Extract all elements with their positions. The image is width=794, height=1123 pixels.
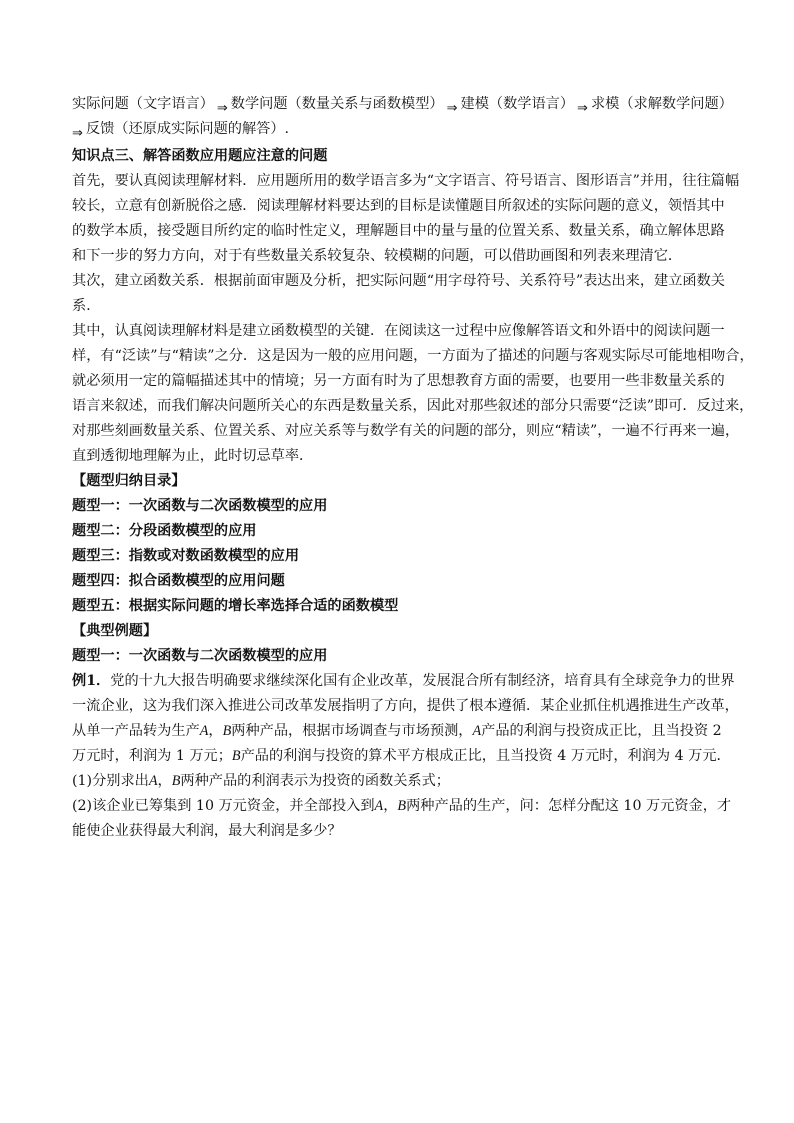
paragraph-line: 系． <box>72 298 101 314</box>
paragraph-line: 就必须用一定的篇幅描述其中的情境；另一方面有时为了思想教育方面的需要，也要用一些非数量关系的 <box>72 373 725 389</box>
examples-heading: 【典型例题】 <box>72 623 158 639</box>
implies-arrow-icon: ⇒ <box>72 126 83 141</box>
document-page <box>72 92 754 844</box>
paragraph-line: 首先，要认真阅读理解材料．应用题所用的数学语言多为“文字语言、符号语言、图形语言”并用，往往篇幅 <box>72 173 740 189</box>
question-2: (2)该企业已筹集到 10 万元资金，并全部投入到A，B两种产品的生产，问：怎样分配这 10 万元资金，才 <box>72 798 732 814</box>
flow-step-actual-problem: 实际问题（文字语言） <box>72 96 214 112</box>
question-2-continued: 能使企业获得最大利润，最大利润是多少？ <box>72 823 342 839</box>
paragraph-line: 直到透彻地理解为止，此时切忌草率． <box>72 448 314 464</box>
variable-a: A <box>374 798 384 814</box>
example-1-line: 万元时，利润为 1 万元；B产品的利润与投资的算术平方根成正比，且当投资 4 万元时，利润为 4 万元． <box>72 748 731 764</box>
paragraph-line: 的数学本质，接受题目所约定的临时性定义，理解题目中的量与量的位置关系、数量关系，确立解体思路 <box>72 223 725 239</box>
variable-a: A <box>199 723 209 739</box>
variable-b: B <box>397 798 407 814</box>
implies-arrow-icon: ⇒ <box>216 101 228 116</box>
paragraph-line: 和下一步的努力方向，对于有些数量关系较复杂、较模糊的问题，可以借助画图和列表来理清它． <box>72 248 683 264</box>
flow-step-modeling: 建模（数学语言） <box>460 96 575 112</box>
question-1: (1)分别求出A，B两种产品的利润表示为投资的函数关系式； <box>72 773 450 789</box>
example-label: 例1． <box>72 673 111 689</box>
example-1-line: 从单一产品转为生产A，B两种产品，根据市场调查与市场预测，A产品的利润与投资成正比，且当投资 2 <box>72 723 722 739</box>
paragraph-line: 较长，立意有创新脱俗之感．阅读理解材料要达到的目标是读懂题目所叙述的实际问题的意义，领悟其中 <box>72 198 725 214</box>
type-one-heading: 题型一：一次函数与二次函数模型的应用 <box>72 648 328 664</box>
flow-step-math-problem: 数学问题（数量关系与函数模型） <box>230 96 444 112</box>
variable-b: B <box>171 773 181 789</box>
modeling-flow-line-1 <box>72 92 732 117</box>
implies-arrow-icon: ⇒ <box>577 101 588 116</box>
catalog-heading: 【题型归纳目录】 <box>72 473 186 489</box>
example-1-line: 例1．党的十九大报告明确要求继续深化国有企业改革，发展混合所有制经济，培育具有全球竞争力的世界 <box>72 673 735 689</box>
variable-a: A <box>148 773 158 789</box>
paragraph-line: 对那些刻画数量关系、位置关系、对应关系等与数学有关的问题的部分，则应“精读”，一遍不行再来一遍， <box>72 423 740 439</box>
variable-a: A <box>472 723 482 739</box>
catalog-item: 题型四：拟合函数模型的应用问题 <box>72 573 285 589</box>
paragraph-line: 语言来叙述，而我们解决问题所关心的东西是数量关系，因此对那些叙述的部分只需要“泛读”即可．反过来， <box>72 398 754 414</box>
variable-b: B <box>222 723 232 739</box>
catalog-item: 题型二：分段函数模型的应用 <box>72 523 257 539</box>
modeling-flow-line-2 <box>72 117 732 142</box>
implies-arrow-icon: ⇒ <box>446 101 458 116</box>
flow-step-feedback: 反馈（还原成实际问题的解答）. <box>85 121 290 137</box>
catalog-item: 题型一：一次函数与二次函数模型的应用 <box>72 498 328 514</box>
paragraph-line: 其中，认真阅读理解材料是建立函数模型的关键．在阅读这一过程中应像解答语文和外语中的阅读问题一 <box>72 323 725 339</box>
paragraph-line: 样，有“泛读”与“精读”之分．这是因为一般的应用问题，一方面为了描述的问题与客观实际尽可能地相吻合， <box>72 348 754 364</box>
variable-b: B <box>231 748 241 764</box>
flow-step-solve-model: 求模（求解数学问题） <box>590 96 733 112</box>
catalog-item: 题型三：指数或对数函数模型的应用 <box>72 548 300 564</box>
catalog-item: 题型五：根据实际问题的增长率选择合适的函数模型 <box>72 598 399 614</box>
section-heading-kp3: 知识点三、解答函数应用题应注意的问题 <box>72 148 328 164</box>
paragraph-line: 其次，建立函数关系．根据前面审题及分析，把实际问题“用字母符号、关系符号”表达出来，建立函数关 <box>72 273 725 289</box>
example-1-line: 一流企业，这为我们深入推进公司改革发展指明了方向，提供了根本遵循．某企业抓住机遇推进生产改革， <box>72 698 739 714</box>
